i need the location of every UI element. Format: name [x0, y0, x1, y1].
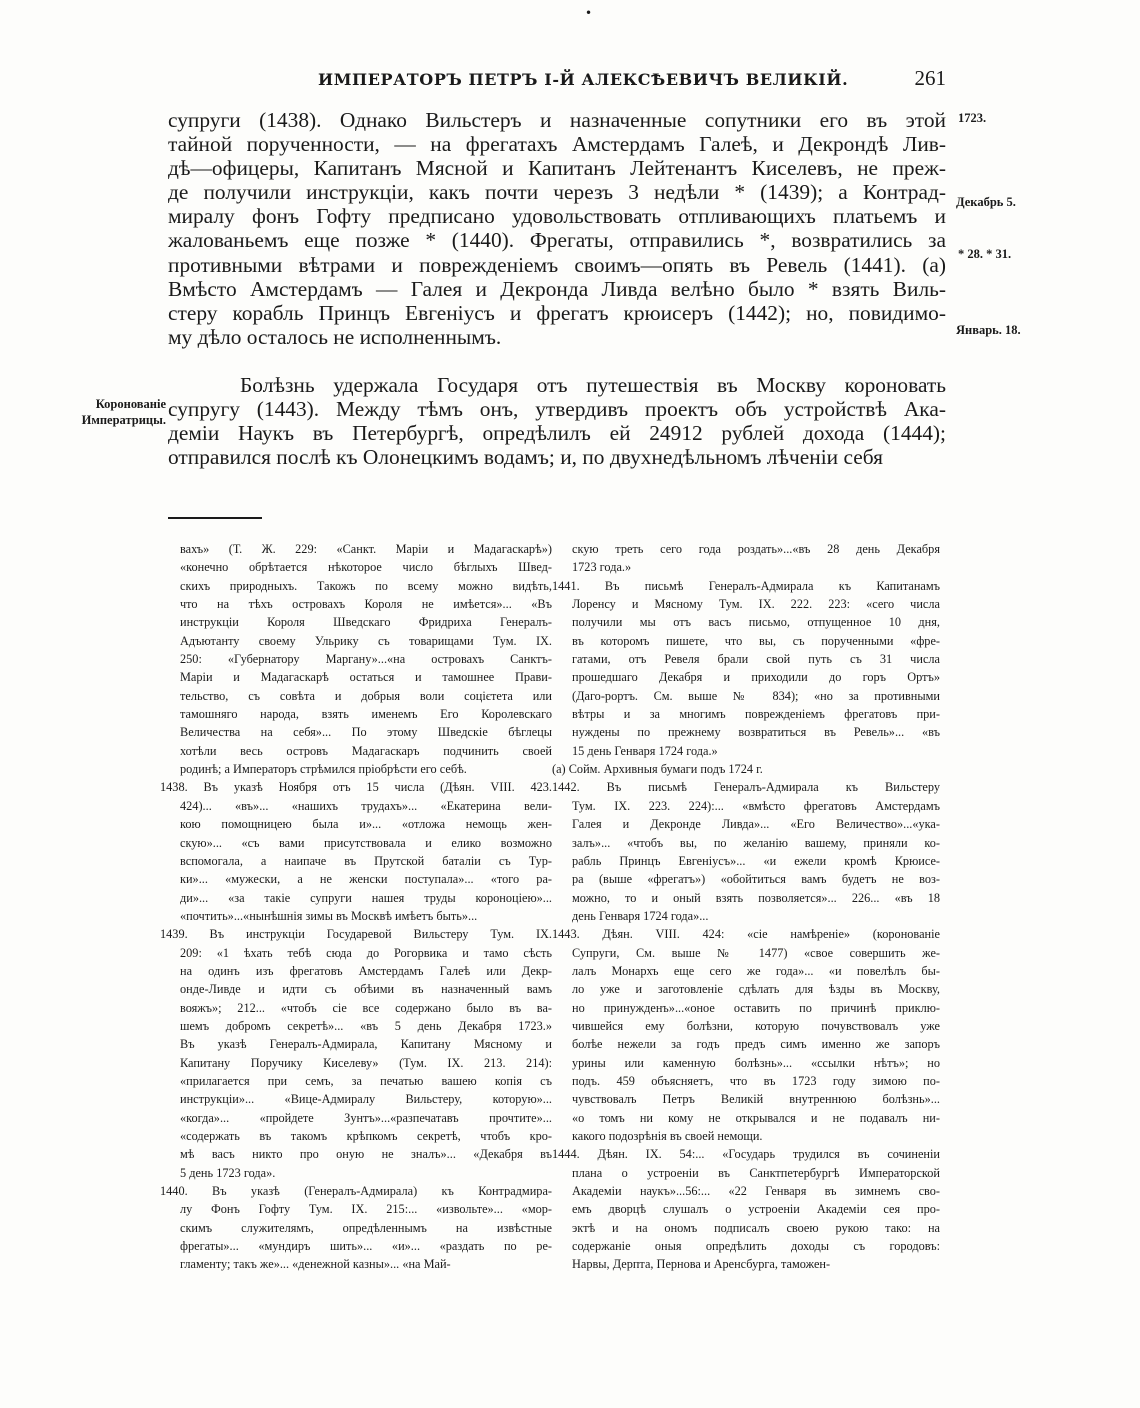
footnote-line: мѣ васъ никто про оную не зналъ»... «Декабря въ: [180, 1147, 552, 1162]
main-text-line: жалованьемъ еще позже * (1440). Фрегаты, отправились *, возвратились за: [168, 228, 946, 253]
footnote-line: какого подозрѣнія въ своей немощи.: [572, 1129, 763, 1143]
footnote-line: 1440. Въ указѣ (Генералъ-Адмирала) къ Контрадмира-: [160, 1184, 552, 1199]
footnote-line: ди»... «за такіе супруги нашея труды короноціею»...: [180, 890, 552, 905]
footnote-line: 209: «1 ѣхать тебѣ сюда до Рогорвика и тамо сѣсть: [180, 945, 552, 960]
margin-note-year: 1723.: [958, 111, 987, 125]
header-title: ИМПЕРАТОРЪ ПЕТРЪ I-Й АЛЕКСѢЕВИЧЪ ВЕЛИКІЙ.: [318, 70, 849, 89]
footnote-line: ки»... «мужески, а не женски поступала»... «того ра-: [180, 872, 552, 887]
footnote-line: тамошняго народа, взять именемъ Его Королевскаго: [180, 707, 552, 722]
footnote-line: нуждены по прежнему возвратиться въ Ревель»... «въ: [572, 725, 940, 740]
footnote-line: Величества на себя»... По этому Шведскіе бѣглецы: [180, 725, 552, 740]
main-text: [168, 108, 946, 469]
footnote-line: скихъ природныхъ. Такожъ по всему можно видѣть,: [180, 578, 552, 593]
footnote-line: вояжъ»; 212... «чтобъ сіе все содержано было въ ва-: [180, 1000, 552, 1015]
footnote-line: «когда»... «пройдете Зунтъ»...«разпечатавъ прочтите»...: [180, 1110, 552, 1125]
footnote-line: Нарвы, Дерпта, Пернова и Аренсбурга, таможен-: [572, 1257, 831, 1272]
main-text-line: отправился послѣ къ Олонецкимъ водамъ; и, по двухнедѣльномъ лѣченіи себя: [168, 445, 883, 470]
footnote-line: лу Фонъ Гофту Тум. IX. 215:... «извольте»... «мор-: [180, 1202, 552, 1217]
main-text-line: противными вѣтрами и поврежденіемъ своимъ—опять въ Ревель (1441). (а): [168, 252, 946, 277]
footnote-line: хотѣли весь островъ Мадагаскаръ подчинить своей: [180, 743, 552, 758]
running-header: [318, 66, 946, 96]
footnote-line: кою помощницею была и»... «отложа немощь жен-: [180, 817, 552, 832]
footnote-line: что на тѣхъ островахъ Короля не имѣется»... «Въ: [180, 597, 552, 612]
footnote-line: 1444. Дѣян. IX. 54:... «Государь трудился въ сочиненіи: [552, 1147, 940, 1162]
footnote-line: получили мы отъ васъ письмо, отпущенное 10 дня,: [572, 615, 940, 630]
footnote-line: Лоренсу и Мясному Тум. IX. 222. 223: «сего числа: [572, 597, 940, 612]
margin-note-coronation: Коронованіе Императрицы.: [81, 397, 166, 427]
footnote-line: эктѣ и на ономъ подписалъ своею рукою тако: на: [572, 1220, 940, 1235]
footnote-line: «прилагается при семъ, за печатью вашею копія съ: [180, 1073, 552, 1088]
main-text-line: супруги (1438). Однако Вильстеръ и назначенные сопутники его въ этой: [168, 108, 946, 132]
paragraph-gap: [168, 349, 946, 373]
footnote-line: Тум. IX. 223. 224):... «вмѣсто фрегатовъ Амстердамъ: [572, 798, 940, 813]
footnotes-right-column: [552, 540, 940, 1274]
main-text-line: тайной порученности, — на фрегатахъ Амстердамъ Галеѣ, и Декрондѣ Лив-: [168, 132, 946, 157]
footnote-line: «почтить»...«нынѣшнія зимы въ Москвѣ имѣетъ быть»...: [180, 908, 478, 923]
footnote-line: залъ»... «чтобъ вы, по желанію вашему, приняли ко-: [572, 835, 940, 850]
margin-note-january: Январь. 18.: [956, 323, 1021, 337]
footnote-line: родинѣ; а Императоръ стрѣмился пріобрѣсти его себѣ.: [180, 762, 467, 777]
footnote-line: Маріи и Мадагаскарѣ остаться и тамошнее Прави-: [180, 670, 552, 685]
footnote-line: 1443. Дѣян. VIII. 424: «сіе намѣреніе» (коронованіе: [552, 927, 940, 942]
footnotes-left-column: [160, 540, 552, 1274]
footnote-line: 1442. Въ письмѣ Генералъ-Адмирала къ Вильстеру: [552, 780, 940, 795]
footnote-line: онде-Ливде и идти съ обѣими въ назначенный вамъ: [180, 982, 552, 997]
footnote-line: Капитану Поручику Киселеву» (Тум. IX. 213. 214):: [180, 1055, 552, 1070]
page-number: 261: [914, 66, 946, 90]
main-text-line: му дѣло осталось не исполненнымъ.: [168, 324, 502, 349]
stray-mark: •: [585, 6, 593, 20]
margin-note-december: Декабрь 5.: [956, 195, 1016, 209]
footnote-line: Академіи наукъ»...56:... «22 Генваря въ зимнемъ сво-: [572, 1184, 940, 1199]
main-text-line: миралу фонъ Гофту предписано удовольствовать отпливающихъ платьемъ и: [168, 204, 946, 229]
footnote-line: 1723 года.»: [572, 560, 632, 575]
main-text-line: Болѣзнь удержала Государя отъ путешествія въ Москву короновать: [240, 372, 946, 397]
margin-note-dates: * 28. * 31.: [958, 247, 1012, 261]
footnote-line: чившейся ему болѣзни, которую почувствовалъ уже: [572, 1018, 940, 1033]
footnote-line: на одинъ изъ фрегатовъ Амстердамъ Галеѣ или Декр-: [180, 963, 552, 978]
footnote-line: инструкціи Короля Шведскаго Фридриха Генералъ-: [180, 615, 552, 630]
footnote-line: (Даго-рортъ. См. выше № 834); «но за противными: [572, 688, 940, 703]
footnote-line: фрегаты»... «мундиръ шить»... «и»... «раздать по ре-: [180, 1239, 552, 1254]
footnote-line: «конечно обрѣтается нѣкоторое число бѣглыхъ Швед-: [180, 560, 552, 575]
footnote-line: въ которомъ пишете, что вы, съ порученными «фре-: [572, 633, 940, 648]
footnote-rule: [168, 517, 262, 519]
footnote-line: прошедшаго Декабря и приходили до горъ Ортъ»: [572, 670, 940, 685]
footnote-line: емъ дворцѣ слушалъ о устроеніи Академіи сея про-: [572, 1202, 940, 1217]
footnote-line: инструкціи»... «Вице-Адмиралу Вильстеру, которую»...: [180, 1092, 552, 1107]
footnote-line: 424)... «въ»... «нашихъ трудахъ»... «Екатерина вели-: [180, 798, 552, 813]
footnote-line: плана о устроеніи въ Санктпетербургѣ Императорской: [572, 1165, 940, 1180]
footnote-line: урины или каменную болѣзнь»... «ссылки нѣтъ»; но: [572, 1055, 940, 1070]
footnote-line: можно, то и оный взять позволяется»... 226... «въ 18: [572, 890, 940, 905]
main-text-line: Вмѣсто Амстердамъ — Галея и Декронда Ливда велѣно было * взять Виль-: [168, 276, 946, 301]
footnote-line: скую треть сего года роздать»...«въ 28 день Декабря: [572, 542, 940, 556]
footnote-line: ра (выше «фрегатъ») «обойтиться вамъ будетъ не воз-: [572, 872, 940, 887]
footnote-line: 1441. Въ письмѣ Генералъ-Адмирала къ Капитанамъ: [552, 578, 940, 593]
footnote-line: лалъ Монархъ еще сего же года»... «и повелѣлъ бы-: [572, 963, 940, 978]
footnote-line: 5 день 1723 года».: [180, 1165, 276, 1180]
footnote-line: Супруги, См. выше № 1477) «свое совершить же-: [572, 945, 940, 960]
footnote-line: вспомогала, а наипаче въ Прутской баталіи съ Тур-: [180, 853, 552, 868]
footnote-line: 15 день Генваря 1724 года.»: [572, 743, 718, 758]
footnote-line: 1438. Въ указѣ Ноября отъ 15 числа (Дѣян. VIII. 423.: [160, 780, 552, 795]
footnote-line: но принужденъ»...«оное оставить по причинѣ приклю-: [572, 1000, 940, 1015]
main-text-line: де получили инструкціи, какъ почти черезъ 3 недѣли * (1439); а Контрад-: [168, 180, 946, 205]
footnote-line: болѣе нежели за годъ предъ симъ именно же запоръ: [572, 1037, 940, 1052]
footnote-line: вахъ» (Т. Ж. 229: «Санкт. Маріи и Мадагаскарѣ»): [180, 542, 552, 556]
footnote-line: шемъ добромъ секретѣ»... «въ 5 день Декабря 1723.»: [180, 1018, 552, 1033]
footnote-line: вѣтры и за многимъ поврежденіемъ фрегатовъ при-: [572, 707, 940, 722]
footnote-line: (а) Сойм. Архивныя бумаги подъ 1724 г.: [552, 762, 763, 777]
footnote-line: ло уже и заготовленіе сдѣлать для ѣзды въ Москву,: [572, 982, 940, 997]
footnote-line: Адъютанту своему Ульрику съ товарищами Тум. IX.: [180, 633, 552, 648]
footnote-line: содержаніе оныя опредѣлить доходы съ городовъ:: [572, 1239, 940, 1254]
footnote-line: чувствовалъ Петръ Великій внутреннюю болѣзнь»...: [572, 1092, 940, 1107]
footnote-line: гламенту; такъ же»... «денежной казны»... «на Май-: [180, 1257, 451, 1272]
footnote-line: Галея и Декронде Ливда»... «Его Величество»...«ука-: [572, 817, 940, 832]
footnote-line: скую»... «съ вами присутствовала и елико возможно: [180, 835, 552, 850]
footnote-line: 250: «Губернатору Маргану»...«на островахъ Санктъ-: [180, 652, 552, 667]
footnote-line: рабль Принцъ Евгеніусъ»... «и ежели кромѣ Крюисе-: [572, 853, 940, 868]
footnote-line: скимъ служителямъ, опредѣленнымъ на извѣстные: [180, 1220, 552, 1235]
main-text-line: супругу (1443). Между тѣмъ онъ, утвердивъ проектъ объ устройствѣ Ака-: [168, 397, 946, 422]
footnote-line: день Генваря 1724 года»...: [572, 908, 709, 923]
footnote-line: 1439. Въ инструкціи Государевой Вильстеру Тум. IX.: [160, 927, 552, 942]
main-text-line: дѣ—офицеры, Капитанъ Мясной и Капитанъ Лейтенантъ Киселевъ, не преж-: [168, 156, 946, 181]
footnote-line: Въ указѣ Генералъ-Адмирала, Капитану Мясному и: [180, 1037, 552, 1052]
main-text-line: стеру корабль Принцъ Евгеніусъ и фрегатъ крюисеръ (1442); но, повидимо-: [168, 300, 946, 325]
footnote-line: «содержать въ такомъ крѣпкомъ секретѣ, чтобъ кро-: [180, 1129, 552, 1143]
footnote-line: тельство, съ совѣта и добрыя воли соцієтета или: [180, 688, 552, 703]
footnote-line: гатами, отъ Ревеля брали свой путь съ 31 числа: [572, 652, 940, 667]
main-text-line: деміи Наукъ въ Петербургѣ, опредѣлилъ ей 24912 рублей дохода (1444);: [168, 421, 946, 446]
footnote-line: «о томъ ни кому не открывался и не подавалъ ни-: [572, 1110, 940, 1125]
footnote-line: подъ. 459 объясняетъ, что въ 1723 году зимою по-: [572, 1073, 940, 1088]
